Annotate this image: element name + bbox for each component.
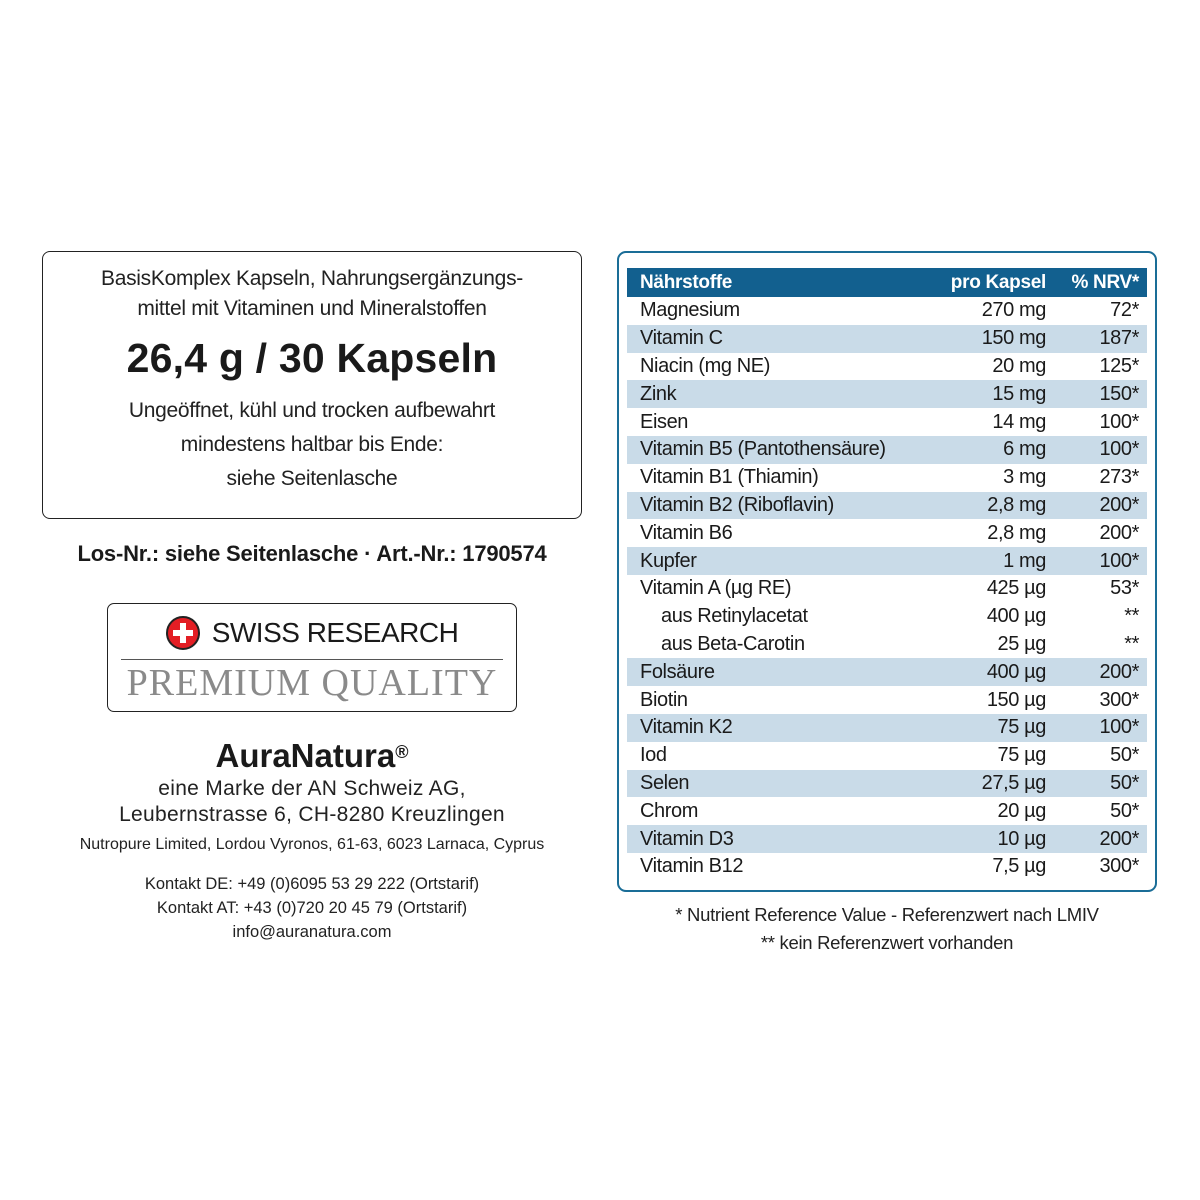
nutrient-amount: 6 mg: [896, 436, 1046, 464]
nutrient-name: Eisen: [640, 410, 689, 433]
nutrient-amount: 3 mg: [1003, 466, 1046, 489]
table-row: [627, 770, 1147, 798]
contact-de: Kontakt DE: +49 (0)6095 53 29 222 (Ortstarif): [144, 875, 480, 893]
nutrient-nrv: 100*: [1099, 410, 1139, 433]
table-row: [627, 853, 1147, 881]
nutrient-name: Iod: [640, 744, 667, 767]
swiss-quality-badge: [107, 603, 517, 712]
table-row: [627, 742, 1147, 770]
storage-line1: Ungeöffnet, kühl und trocken aufbewahrt: [128, 399, 496, 422]
table-row: [627, 603, 1147, 631]
product-description-line1: BasisKomplex Kapseln, Nahrungsergänzungs-: [101, 267, 523, 290]
column-header-nutrient: Nährstoffe: [627, 268, 896, 297]
nutrient-name: Vitamin B2 (Riboflavin): [627, 492, 896, 520]
nutrient-amount: 75 µg: [997, 744, 1046, 767]
nutrient-nrv: 100*: [1046, 436, 1147, 464]
table-footnotes: [617, 901, 1157, 957]
table-row: [627, 547, 1147, 575]
nutrient-nrv: 100*: [1046, 547, 1147, 575]
nutrient-amount: 20 µg: [997, 799, 1046, 822]
nutrient-nrv: 273*: [1099, 466, 1139, 489]
nutrient-name: Zink: [627, 380, 896, 408]
nutrient-nrv: **: [1124, 632, 1139, 655]
right-panel: [617, 251, 1157, 957]
registered-mark: ®: [395, 742, 409, 762]
table-row: [627, 380, 1147, 408]
nutrient-name: aus Beta-Carotin: [661, 632, 805, 655]
nutrient-name: Kupfer: [627, 547, 896, 575]
nutrient-name: Chrom: [640, 799, 699, 822]
nutrient-nrv: 50*: [1110, 799, 1139, 822]
nutrient-amount: 425 µg: [986, 577, 1046, 600]
nutrient-nrv: **: [1124, 605, 1139, 628]
nutrient-name: Vitamin B1 (Thiamin): [640, 466, 819, 489]
nutrient-amount: 2,8 mg: [987, 521, 1046, 544]
nutrient-name: Folsäure: [627, 658, 896, 686]
table-row: [627, 714, 1147, 742]
nutrient-name: Vitamin D3: [627, 825, 896, 853]
table-row: [627, 464, 1147, 492]
table-row: [627, 297, 1147, 325]
product-description-line2: mittel mit Vitaminen und Mineralstoffen: [137, 297, 487, 320]
storage-line2: mindestens haltbar bis Ende:: [180, 433, 444, 456]
nutrient-nrv: 200*: [1046, 658, 1147, 686]
left-panel: [42, 251, 582, 944]
nutrient-amount: 1 mg: [896, 547, 1046, 575]
company-line1: eine Marke der AN Schweiz AG,: [158, 777, 466, 800]
nutrition-table: [627, 268, 1147, 881]
badge-bottom-text: PREMIUM QUALITY: [126, 662, 498, 704]
brand-name: [42, 736, 582, 776]
table-row: [627, 825, 1147, 853]
product-info-box: [42, 251, 582, 519]
table-row: [627, 519, 1147, 547]
nutrient-amount: 25 µg: [997, 632, 1046, 655]
table-row: [627, 575, 1147, 603]
swiss-cross-icon: [166, 616, 200, 650]
nutrient-name: Selen: [627, 770, 896, 798]
nutrient-nrv: 50*: [1046, 770, 1147, 798]
nutrient-amount: 27,5 µg: [896, 770, 1046, 798]
nutrient-nrv: 72*: [1110, 299, 1139, 322]
nutrient-amount: 270 mg: [981, 299, 1046, 322]
nutrient-name: Niacin (mg NE): [640, 354, 770, 377]
nutrient-name: aus Retinylacetat: [661, 605, 808, 628]
contact-block: [42, 872, 582, 944]
nutrient-nrv: 150*: [1046, 380, 1147, 408]
nutrient-amount: 75 µg: [896, 714, 1046, 742]
nutrient-name: Biotin: [640, 688, 688, 711]
table-row: [627, 492, 1147, 520]
contact-at: Kontakt AT: +43 (0)720 20 45 79 (Ortstarif): [156, 899, 468, 917]
nutrient-name: Vitamin A (µg RE): [640, 577, 792, 600]
nutrient-nrv: 200*: [1046, 492, 1147, 520]
nutrient-nrv: 200*: [1099, 521, 1139, 544]
table-row: [627, 686, 1147, 714]
table-row: [627, 436, 1147, 464]
column-header-amount: pro Kapsel: [896, 268, 1046, 297]
table-row: [627, 325, 1147, 353]
footnote-no-reference: ** kein Referenzwert vorhanden: [760, 932, 1014, 953]
distributor-address: Nutropure Limited, Lordou Vyronos, 61-63, 6023 Larnaca, Cyprus: [79, 836, 545, 853]
nutrient-nrv: 100*: [1046, 714, 1147, 742]
contact-email: info@auranatura.com: [232, 923, 392, 941]
table-header-row: [627, 268, 1147, 297]
nutrient-amount: 7,5 µg: [992, 855, 1046, 878]
lot-article-number: Los-Nr.: siehe Seitenlasche · Art.-Nr.: 1790574: [77, 541, 547, 566]
column-header-nrv: % NRV*: [1046, 268, 1147, 297]
nutrient-nrv: 125*: [1099, 354, 1139, 377]
nutrient-amount: 20 mg: [992, 354, 1046, 377]
nutrient-nrv: 300*: [1099, 688, 1139, 711]
nutrient-amount: 150 mg: [896, 325, 1046, 353]
nutrient-name: Vitamin B5 (Pantothensäure): [627, 436, 896, 464]
table-row: [627, 658, 1147, 686]
nutrient-amount: 2,8 mg: [896, 492, 1046, 520]
nutrient-nrv: 200*: [1046, 825, 1147, 853]
nutrient-amount: 400 µg: [986, 605, 1046, 628]
nutrition-table-box: [617, 251, 1157, 892]
nutrient-name: Vitamin C: [627, 325, 896, 353]
nutrient-amount: 14 mg: [992, 410, 1046, 433]
nutrient-nrv: 50*: [1110, 744, 1139, 767]
table-row: [627, 631, 1147, 659]
footnote-nrv: * Nutrient Reference Value - Referenzwert nach LMIV: [675, 904, 1099, 925]
table-row: [627, 353, 1147, 381]
nutrient-amount: 400 µg: [896, 658, 1046, 686]
storage-line3: siehe Seitenlasche: [226, 467, 398, 490]
badge-top-text: SWISS RESEARCH: [211, 617, 459, 648]
nutrient-name: Vitamin K2: [627, 714, 896, 742]
table-row: [627, 797, 1147, 825]
net-weight: 26,4 g / 30 Kapseln: [126, 335, 498, 381]
nutrient-nrv: 300*: [1099, 855, 1139, 878]
table-row: [627, 408, 1147, 436]
nutrient-amount: 15 mg: [896, 380, 1046, 408]
nutrient-nrv: 187*: [1046, 325, 1147, 353]
brand-text: AuraNatura: [215, 737, 396, 774]
nutrient-amount: 150 µg: [986, 688, 1046, 711]
nutrient-name: Vitamin B6: [640, 521, 733, 544]
company-address: Leubernstrasse 6, CH-8280 Kreuzlingen: [119, 803, 505, 826]
nutrient-name: Magnesium: [640, 299, 740, 322]
nutrient-name: Vitamin B12: [640, 855, 744, 878]
nutrient-nrv: 53*: [1110, 577, 1139, 600]
nutrient-amount: 10 µg: [896, 825, 1046, 853]
